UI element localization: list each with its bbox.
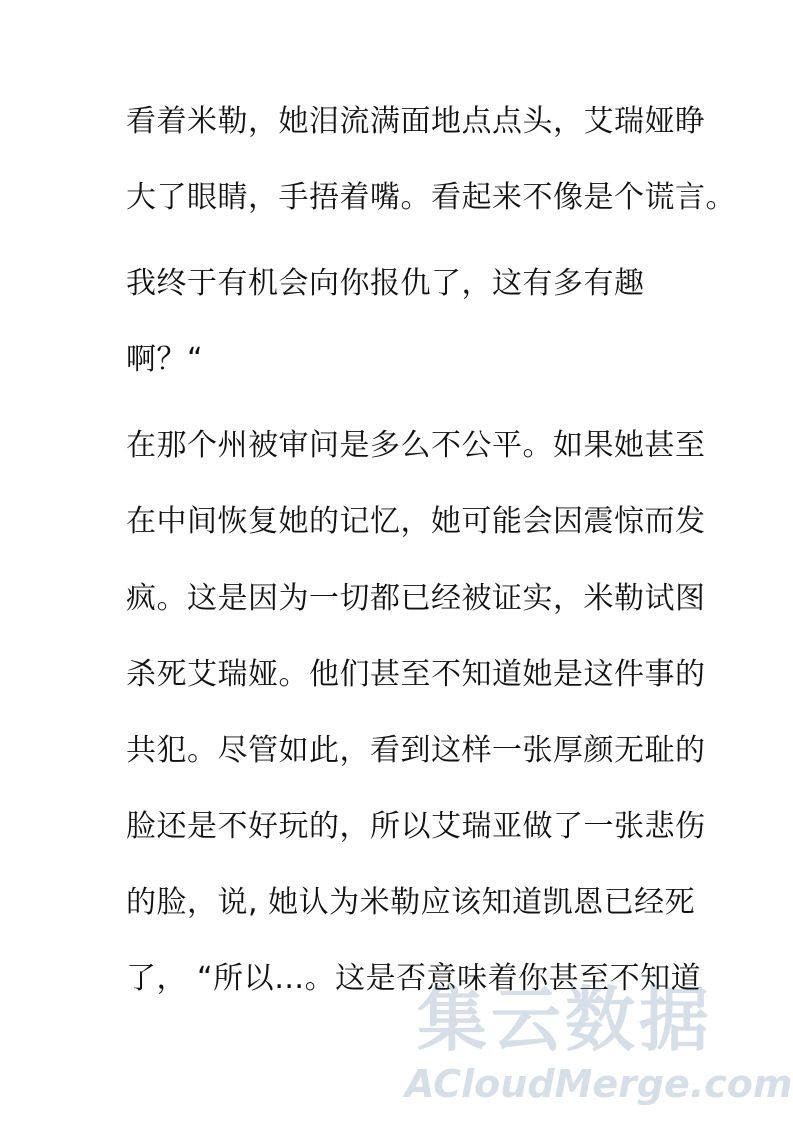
watermark-chinese-text: 集云数据 — [417, 979, 713, 1061]
text-line-5: 在那个州被审问是多么不公平。如果她甚至 — [126, 428, 706, 463]
text-line-11: 的脸，说, 她认为米勒应该知道凯恩已经死 — [126, 885, 696, 920]
watermark-english-text: ACloudMerge.com — [405, 1062, 793, 1106]
text-line-10: 脸还是不好玩的，所以艾瑞亚做了一张悲伤 — [126, 809, 706, 844]
text-line-8: 杀死艾瑞娅。他们甚至不知道她是这件事的 — [126, 657, 706, 692]
text-line-4: 啊？“ — [126, 342, 204, 377]
text-line-6: 在中间恢复她的记忆，她可能会因震惊而发 — [126, 504, 706, 539]
text-line-12: 了， “所以…。这是否意味着你甚至不知道 — [126, 961, 702, 996]
text-line-7: 疯。这是因为一切都已经被证实，米勒试图 — [126, 581, 706, 616]
text-line-3: 我终于有机会向你报仇了，这有多有趣 — [126, 266, 645, 301]
watermark-logo — [405, 979, 793, 1110]
text-line-1: 看着米勒，她泪流满面地点点头，艾瑞娅睁 — [126, 104, 706, 139]
text-line-9: 共犯。尽管如此，看到这样一张厚颜无耻的 — [126, 733, 706, 768]
text-line-2: 大了眼睛，手捂着嘴。看起来不像是个谎言。 — [126, 180, 736, 215]
